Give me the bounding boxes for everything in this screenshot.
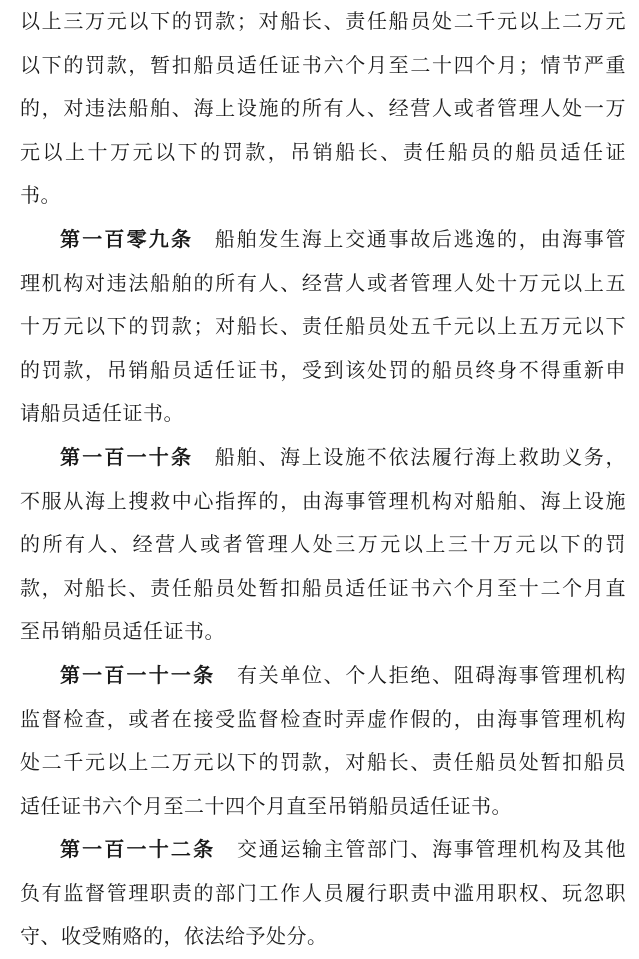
text-line: 的所有人、经营人或者管理人处三万元以上三十万元以下的罚 [20,532,626,557]
article-title: 第一百一十二条 [60,837,216,862]
text-line: 理机构对违法船舶的所有人、经营人或者管理人处十万元以上五 [20,270,626,295]
article-109 [20,218,626,436]
article-first-line [20,828,626,872]
article-111 [20,654,626,828]
article-text: 交通运输主管部门、海事管理机构及其他 [236,837,627,862]
text-line: 请船员适任证书。 [20,401,184,426]
text-line: 的，对违法船舶、海上设施的所有人、经营人或者管理人处一万 [20,96,626,121]
text-line: 适任证书六个月至二十四个月直至吊销船员适任证书。 [20,793,512,818]
article-title: 第一百一十一条 [60,662,216,687]
text-line: 至吊销船员适任证书。 [20,619,225,644]
article-110 [20,436,626,654]
article-title: 第一百零九条 [60,226,194,251]
text-line: 监督检查，或者在接受监督检查时弄虚作假的，由海事管理机构 [20,706,626,731]
article-text: 有关单位、个人拒绝、阻碍海事管理机构 [236,662,627,687]
article-title: 第一百一十条 [60,444,194,469]
article-first-line [20,436,626,480]
article-112 [20,828,626,959]
law-text [20,0,626,959]
text-line: 处二千元以上二万元以下的罚款，对船长、责任船员处暂扣船员 [20,750,626,775]
text-line: 以上三万元以下的罚款；对船长、责任船员处二千元以上二万元 [20,9,626,33]
text-line: 书。 [20,183,61,208]
article-first-line [20,218,626,262]
article-first-line [20,654,626,698]
text-line: 十万元以下的罚款；对船长、责任船员处五千元以上五万元以下 [20,314,626,339]
text-line: 款，对船长、责任船员处暂扣船员适任证书六个月至十二个月直 [20,575,626,600]
text-line: 守、收受贿赂的，依法给予处分。 [20,924,328,949]
text-line: 负有监督管理职责的部门工作人员履行职责中滥用职权、玩忽职 [20,880,626,905]
text-line: 以下的罚款，暂扣船员适任证书六个月至二十四个月；情节严重 [20,52,626,77]
article-text: 船舶发生海上交通事故后逃逸的，由海事管 [214,226,627,251]
article-text: 船舶、海上设施不依法履行海上救助义务， [214,444,627,469]
continuation-paragraph [20,0,626,218]
text-line: 不服从海上搜救中心指挥的，由海事管理机构对船舶、海上设施 [20,488,626,513]
text-line: 元以上十万元以下的罚款，吊销船长、责任船员的船员适任证 [20,139,626,164]
text-line: 的罚款，吊销船员适任证书，受到该处罚的船员终身不得重新申 [20,357,626,382]
